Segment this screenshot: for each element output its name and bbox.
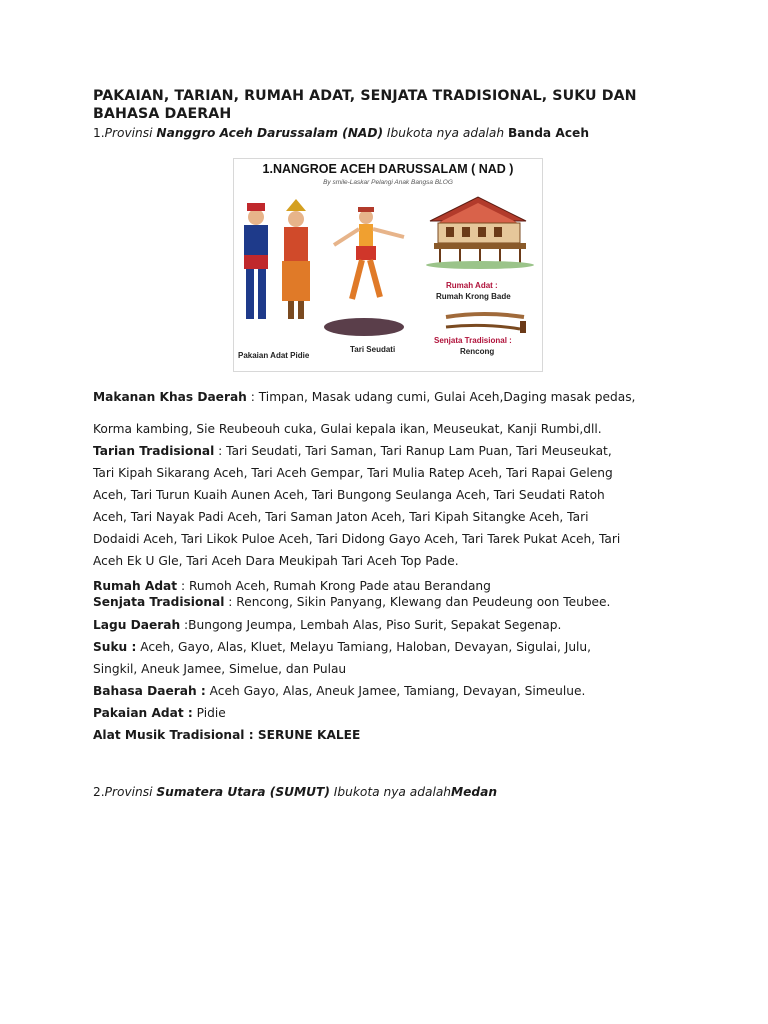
province-1-capital: Banda Aceh (508, 126, 589, 140)
figure-title: 1.NANGROE ACEH DARUSSALAM ( NAD ) (262, 162, 514, 176)
tarian-line-2: Tari Kipah Sikarang Aceh, Tari Aceh Gempar, Tari Mulia Ratep Aceh, Tari Rapai Geleng (93, 466, 613, 480)
makanan-label: Makanan Khas Daerah (93, 390, 247, 404)
title-line-2: BAHASA DAERAH (93, 106, 232, 122)
suku-line-2: Singkil, Aneuk Jamee, Simelue, dan Pulau (93, 662, 347, 676)
page-title (93, 87, 683, 123)
province-2-mid: Ibukota nya adalah (329, 785, 452, 799)
alat-value: SERUNE KALEE (253, 728, 361, 742)
tarian-line-5: Dodaidi Aceh, Tari Likok Puloe Aceh, Tari Didong Gayo Aceh, Tari Tarek Pukat Aceh, Tari (93, 532, 621, 546)
province-2-number: 2. (93, 785, 105, 799)
province-1-prefix: Provinsi (104, 126, 157, 140)
bahasa-label: Bahasa Daerah : (93, 684, 206, 698)
rumah-label: Rumah Adat (93, 579, 178, 593)
title-line-1: PAKAIAN, TARIAN, RUMAH ADAT, SENJATA TRADISIONAL, SUKU DAN (93, 88, 637, 104)
senjata-line (93, 594, 683, 610)
rumah-sep: : (177, 579, 189, 593)
province-2-prefix: Provinsi (104, 785, 157, 799)
alat-line (93, 724, 683, 746)
tarian-label: Tarian Tradisional (93, 444, 215, 458)
makanan-line-2: Korma kambing, Sie Reubeouh cuka, Gulai kepala ikan, Meuseukat, Kanji Rumbi,dll. (93, 422, 602, 436)
suku-text-1: Aceh, Gayo, Alas, Kluet, Melayu Tamiang, Haloban, Devayan, Sigulai, Julu, (136, 640, 592, 654)
tarian-line-3: Aceh, Tari Turun Kuaih Aunen Aceh, Tari Bungong Seulanga Aceh, Tari Seudati Ratoh (93, 488, 605, 502)
lagu-sep: : (180, 618, 189, 632)
lagu-value: Bungong Jeumpa, Lembah Alas, Piso Surit, Sepakat Segenap. (188, 618, 562, 632)
senjata-label: Senjata Tradisional (93, 595, 225, 609)
province-2-capital: Medan (451, 785, 498, 799)
tarian-sep: : (214, 444, 227, 458)
senjata-sep: : (224, 595, 237, 609)
document-body (93, 386, 683, 746)
tarian-text-1: Tari Seudati, Tari Saman, Tari Ranup Lam Puan, Tari Meuseukat, (226, 444, 612, 458)
aceh-illustration (233, 158, 543, 372)
document-header (93, 87, 683, 143)
woman-costume-icon (282, 199, 310, 319)
figure-credit: By smile-Laskar Pelangi Anak Bangsa BLOG (323, 179, 453, 186)
rencong-icon (446, 314, 526, 333)
caption-rumah: Rumah Krong Bade (436, 292, 511, 301)
province-1-mid: Ibukota nya adalah (383, 126, 509, 140)
lagu-line (93, 614, 683, 636)
tarian-line-1 (93, 440, 683, 462)
province-1-number: 1. (93, 126, 105, 140)
province-1-line (93, 123, 683, 143)
rumah-value: Rumoh Aceh, Rumah Krong Pade atau Berandang (188, 579, 491, 593)
caption-rumah-label: Rumah Adat : (446, 281, 498, 290)
suku-label: Suku : (93, 640, 137, 654)
tarian-line-4: Aceh, Tari Nayak Padi Aceh, Tari Saman Jaton Aceh, Tari Kipah Sitangke Aceh, Tari (93, 510, 589, 524)
caption-pakaian: Pakaian Adat Pidie (238, 351, 310, 360)
suku-line-1 (93, 636, 683, 658)
rumah-line (93, 578, 683, 594)
alat-label: Alat Musik Tradisional : (93, 728, 254, 742)
traditional-house-icon (426, 197, 534, 269)
pakaian-label: Pakaian Adat : (93, 706, 193, 720)
dancer-icon (324, 207, 404, 336)
pakaian-value: Pidie (192, 706, 226, 720)
province-2-name: Sumatera Utara (SUMUT) (156, 785, 330, 799)
caption-tari: Tari Seudati (350, 345, 396, 354)
makanan-line-1 (93, 386, 683, 408)
man-costume-icon (244, 203, 268, 319)
province-2-line (93, 782, 497, 802)
province-1-name: Nanggro Aceh Darussalam (NAD) (156, 126, 384, 140)
makanan-text-1: Timpan, Masak udang cumi, Gulai Aceh,Daging masak pedas, (258, 390, 636, 404)
lagu-label: Lagu Daerah (93, 618, 181, 632)
makanan-sep: : (246, 390, 259, 404)
caption-senjata: Rencong (460, 347, 495, 356)
bahasa-line (93, 680, 683, 702)
bahasa-value: Aceh Gayo, Alas, Aneuk Jamee, Tamiang, Devayan, Simeulue. (205, 684, 586, 698)
senjata-value: Rencong, Sikin Panyang, Klewang dan Peudeung oon Teubee. (236, 595, 611, 609)
tarian-line-6: Aceh Ek U Gle, Tari Aceh Dara Meukipah Tari Aceh Top Pade. (93, 554, 459, 568)
caption-senjata-label: Senjata Tradisional : (434, 336, 512, 345)
pakaian-line (93, 702, 683, 724)
